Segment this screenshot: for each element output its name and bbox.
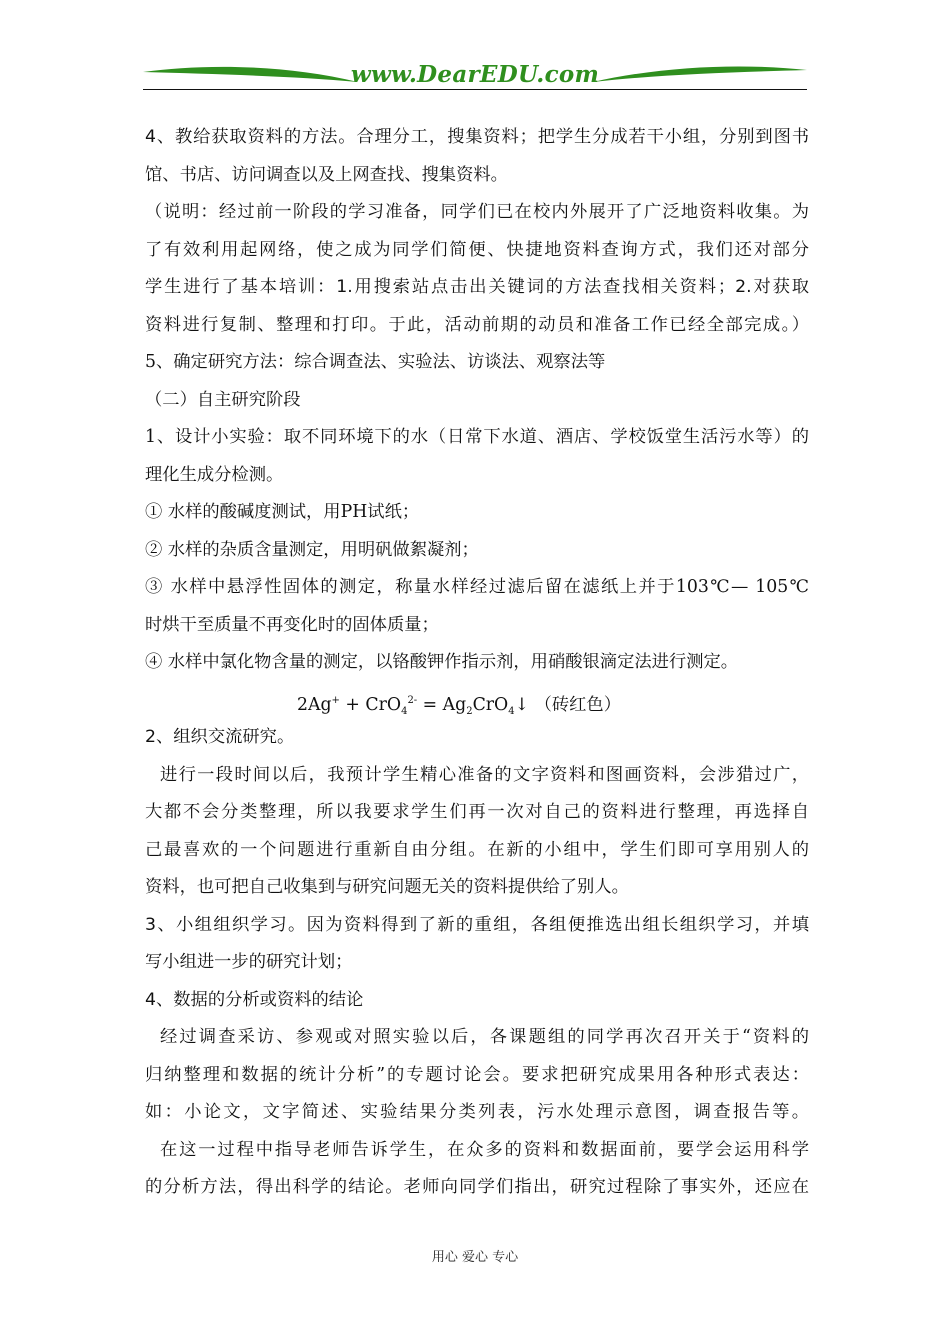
list-item: ① 水样的酸碱度测试，用PH试纸；	[145, 502, 420, 522]
formula-text: CrO	[472, 694, 509, 715]
paragraph-line: 经过调查采访、参观或对照实验以后，各课题组的同学再次召开关于“资料的	[160, 1027, 809, 1047]
formula-sub: 4	[508, 705, 515, 717]
paragraph-line: 归纳整理和数据的统计分析”的专题讨论会。要求把研究成果用各种形式表达：	[145, 1064, 809, 1085]
paragraph-line: 5、确定研究方法：综合调查法、实验法、访谈法、观察法等	[145, 352, 606, 372]
paragraph-line: 馆、书店、访问调查以及上网查找、搜集资料。	[145, 164, 508, 185]
paragraph-line: 大都不会分类整理，所以我要求学生们再一次对自己的资料进行整理，再选择自	[145, 802, 809, 822]
formula-sup: +	[331, 694, 340, 706]
list-item: ④ 水样中氯化物含量的测定，以铬酸钾作指示剂，用硝酸银滴定法进行测定。	[145, 652, 739, 672]
paragraph-line: 如：小论文，文字简述、实验结果分类列表，污水处理示意图，调查报告等。	[145, 1102, 809, 1122]
formula-sub: 2	[466, 705, 473, 717]
list-item: ③ 水样中悬浮性固体的测定，称量水样经过滤后留在滤纸上并于103℃— 105℃	[145, 577, 809, 597]
formula-sub: 4	[401, 705, 408, 717]
paragraph-line: 写小组进一步的研究计划；	[145, 952, 353, 972]
chemical-formula	[145, 682, 809, 720]
section-heading: （二）自主研究阶段	[145, 389, 301, 410]
formula-text: = Ag	[417, 694, 467, 715]
paragraph-line: 2、组织交流研究。	[145, 727, 295, 747]
document-body	[145, 119, 809, 1207]
formula-text: + CrO	[339, 694, 402, 715]
paragraph-line: 的分析方法，得出科学的结论。老师向同学们指出，研究过程除了事实外，还应在	[145, 1177, 809, 1197]
paragraph-line: （说明：经过前一阶段的学习准备，同学们已在校内外展开了广泛地资料收集。为	[145, 202, 809, 222]
page-footer: 用心 爱心 专心	[431, 1250, 519, 1265]
site-logo-text: www.DearEDU.com	[350, 61, 600, 88]
paragraph-line: 4、数据的分析或资料的结论	[145, 989, 364, 1010]
paragraph-line: 4、教给获取资料的方法。合理分工，搜集资料；把学生分成若干小组，分别到图书	[145, 127, 809, 147]
paragraph-line: 资料进行复制、整理和打印。于此，活动前期的动员和准备工作已经全部完成。）	[145, 314, 809, 335]
paragraph-line: 学生进行了基本培训：1.用搜索站点击出关键词的方法查找相关资料；2.对获取	[145, 277, 809, 297]
paragraph-line: 3、小组组织学习。因为资料得到了新的重组，各组便推选出组长组织学习，并填	[145, 914, 809, 935]
formula-text: ↓ （砖红色）	[514, 694, 621, 715]
header-rule	[143, 89, 807, 90]
list-item: 时烘干至质量不再变化时的固体质量；	[145, 614, 439, 635]
list-item: ② 水样的杂质含量测定，用明矾做絮凝剂；	[145, 539, 479, 560]
formula-text: 2Ag	[297, 694, 332, 715]
paragraph-line: 理化生成分检测。	[145, 464, 284, 485]
paragraph-line: 1、设计小实验：取不同环境下的水（日常下水道、酒店、学校饭堂生活污水等）的	[145, 427, 809, 447]
paragraph-line: 在这一过程中指导老师告诉学生，在众多的资料和数据面前，要学会运用科学	[160, 1139, 809, 1160]
paragraph-line: 进行一段时间以后，我预计学生精心准备的文字资料和图画资料，会涉猎过广，	[160, 764, 809, 785]
header-banner	[143, 58, 807, 92]
formula-sup: 2-	[407, 694, 418, 706]
paragraph-line: 资料，也可把自己收集到与研究问题无关的资料提供给了别人。	[145, 877, 629, 897]
paragraph-line: 了有效利用起网络，使之成为同学们简便、快捷地资料查询方式，我们还对部分	[145, 239, 809, 260]
paragraph-line: 己最喜欢的一个问题进行重新自由分组。在新的小组中，学生们即可享用别人的	[145, 839, 809, 860]
